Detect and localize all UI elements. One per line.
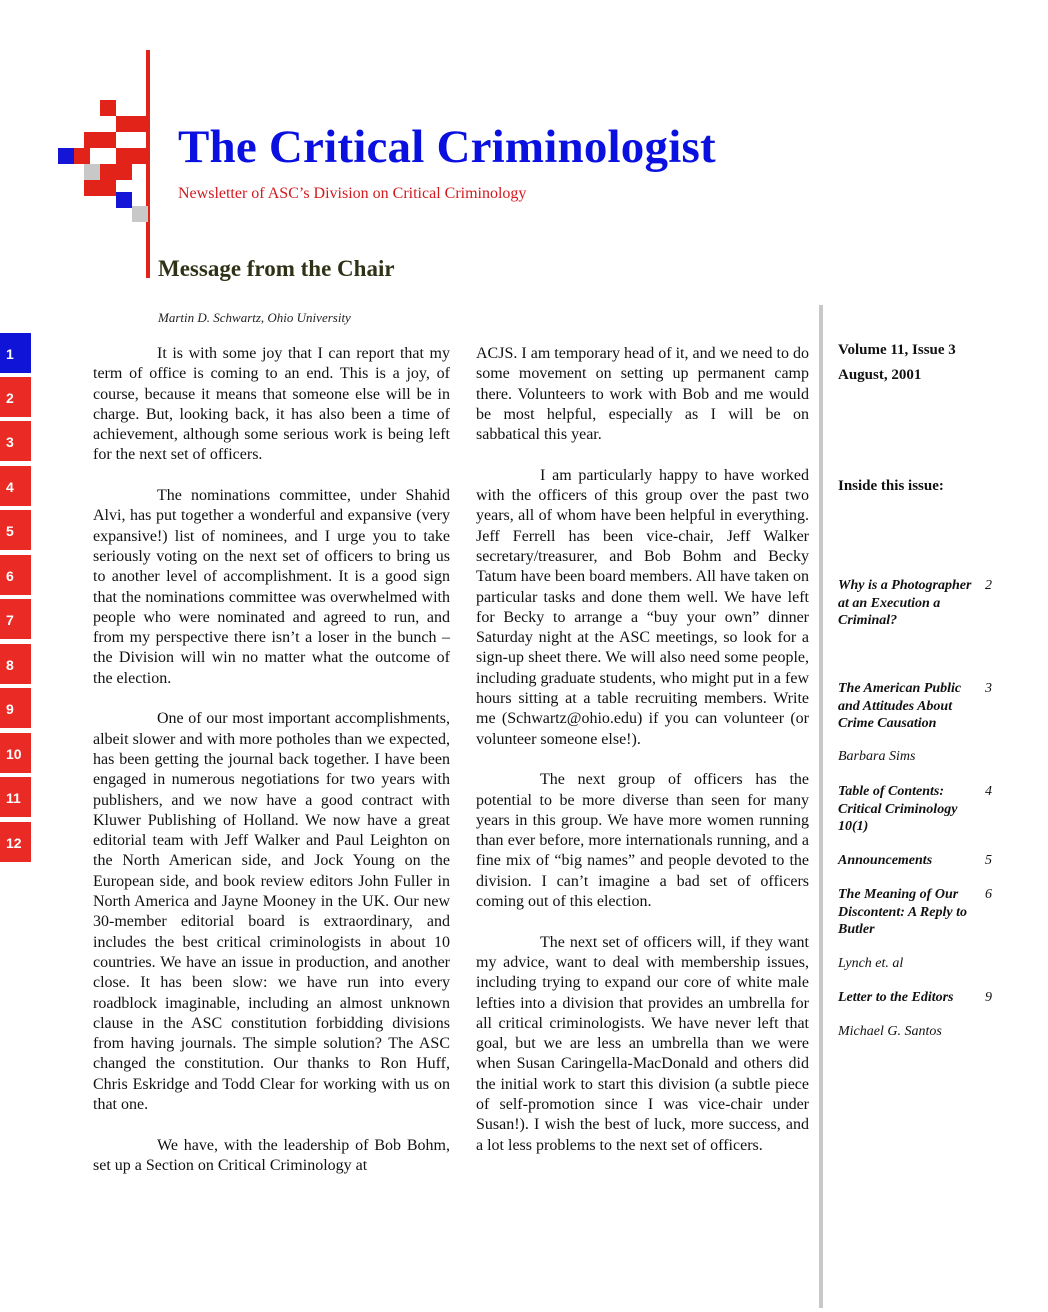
page-tab-5[interactable]: 5 [0,510,31,552]
toc-title: The American Public and Attitudes About Crime Causation [838,681,962,731]
page-tab-2[interactable]: 2 [0,377,31,419]
toc-entry[interactable] [838,783,998,836]
logo-square [116,116,132,132]
page-tab-9[interactable]: 9 [0,688,31,730]
volume-label: Volume 11, Issue 3 [838,342,956,358]
logo-square [100,164,116,180]
logo-square [84,180,100,196]
logo-square [74,148,90,164]
issue-date: August, 2001 [838,367,922,383]
toc-page: 2 [985,578,992,593]
newsletter-subtitle: Newsletter of ASC’s Division on Critical Criminology [178,185,527,202]
page-tab-7[interactable]: 7 [0,599,31,641]
toc-title: The Meaning of Our Discontent: A Reply to Butler [838,887,967,937]
article-column-2 [476,344,809,1176]
page-tab-6[interactable]: 6 [0,555,31,597]
logo-square [84,164,100,180]
logo-square [100,180,116,196]
toc-title: Table of Contents: Critical Criminology 10(1) [838,784,958,834]
logo-square [100,100,116,116]
article-title: Message from the Chair [158,256,395,281]
inside-issue-heading: Inside this issue: [838,478,944,494]
paragraph: The next group of officers has the potential to be more diverse than seen for many years in this group. We have more women running than ever before, more internationals running, and a fine mix of “big names” and people devoted to the division. I can’t imagine a bad set of officers coming out of this election. [476,771,809,911]
logo-vertical-rule [146,50,150,278]
toc-entry[interactable] [838,680,998,733]
page-tab-3[interactable]: 3 [0,421,31,463]
toc-author: Lynch et. al [838,956,904,971]
paragraph: It is with some joy that I can report that my term of office is coming to an end. This is a joy, of course, because it means that someone else will be in charge. But, looking back, it has also been a time of achievement, although some serious work is being left for the next set of officers. [93,345,450,464]
newsletter-title: The Critical Criminologist [178,121,716,173]
logo-square [116,192,132,208]
logo-square [116,148,132,164]
sidebar-divider [819,305,823,1308]
logo-square [132,206,148,222]
logo-square [116,164,132,180]
paragraph: We have, with the leadership of Bob Bohm, set up a Section on Critical Criminology at [93,1136,450,1174]
toc-title: Announcements [838,853,933,868]
issue-info [838,338,998,388]
toc-entry[interactable] [838,989,998,1007]
toc-page: 6 [985,887,992,902]
logo-square [100,132,116,148]
toc-entry[interactable] [838,886,998,939]
page-tab-8[interactable]: 8 [0,644,31,686]
toc-page: 5 [985,853,992,868]
toc-entry[interactable] [838,852,998,870]
article-byline: Martin D. Schwartz, Ohio University [158,310,351,325]
logo-square [84,132,100,148]
toc-entry[interactable] [838,577,998,630]
section-rule [146,255,150,277]
page-tab-11[interactable]: 11 [0,777,31,819]
toc-title: Letter to the Editors [838,990,954,1005]
toc-title: Why is a Photographer at an Execution a Criminal? [838,578,972,628]
article-column-1 [93,344,450,1196]
toc-author: Barbara Sims [838,749,916,764]
toc-page: 4 [985,784,992,799]
logo-square [58,148,74,164]
page-tab-1[interactable]: 1 [0,333,31,375]
paragraph: I am particularly happy to have worked with the officers of this group over the past two years, all of whom have been helpful in everything. Jeff Ferrell has been vice-chair, Jeff Walker secretary/treasurer, and Bob Bohm and Becky Tatum have been board members. All have taken on particular tasks and done them well. We have left for Becky to arrange a “buy your own” dinner Saturday night at the ASC meetings, so look for a sign-up sheet there. We will also need some people, including graduate students, who might put in a few hours sitting at a table recruiting members. Write me (Schwartz@ohio.edu) if you can volunteer (or volunteer someone else!). [476,466,809,748]
paragraph: The next set of officers will, if they want my advice, want to deal with membership issues, including trying to expand our core of white male lefties into a division that provides an umbrella for all critical criminologists. We have never left that goal, but we are less an umbrella than we were when Susan Caringella-MacDonald and others did the initial work to start this division (a subtle piece of self-promotion since I was vice-chair under Susan!). I wish the best of luck, more success, and a lot less problems to the next set of officers. [476,933,809,1154]
toc-author: Michael G. Santos [838,1024,942,1039]
toc-page: 3 [985,681,992,696]
page-tab-10[interactable]: 10 [0,733,31,775]
page-tab-4[interactable]: 4 [0,466,31,508]
logo-square [132,148,148,164]
paragraph: One of our most important accomplishments, albeit slower and with more potholes than we expected, has been getting the journal back together. I have been engaged in numerous negotiations for two years with publishers, and we now have a good contract with Kluwer Publishing of Holland. We now have a great editorial team with Jeff Walker and Paul Leighton on the North American side, and Jock Young on the European side, and book review editors John Fuller in North America and Jayne Mooney in the UK. Our new 30-member editorial board is extraordinary, and includes the best critical criminologists in about 10 countries. We have an issue in production, and another close. It has been slow: we have run into every roadblock imaginable, including an almost unknown clause in the ASC constitution forbidding divisions from having journals. The simple solution? The ASC changed the constitution. Our thanks to Ron Huff, Chris Eskridge and Todd Clear for working with us on that one. [93,710,450,1113]
page-tab-12[interactable]: 12 [0,822,31,864]
paragraph: The nominations committee, under Shahid Alvi, has put together a wonderful and expansive (very expansive!) list of nominees, and I urge you to take seriously voting on the next set of officers to bring us to another level of accomplishment. It is a good sign that the nominations committee was overwhelmed with people who were nominated and agreed to run, and from my perspective there isn’t a loser in the bunch – the Division will win no matter what the outcome of the election. [93,487,450,687]
toc-page: 9 [985,990,992,1005]
paragraph: ACJS. I am temporary head of it, and we need to do some movement on setting up permanent camp there. Volunteers to work with Bob and me would be most helpful, especially as I will be on sabbatical this year. [476,345,809,444]
logo-square [132,116,148,132]
